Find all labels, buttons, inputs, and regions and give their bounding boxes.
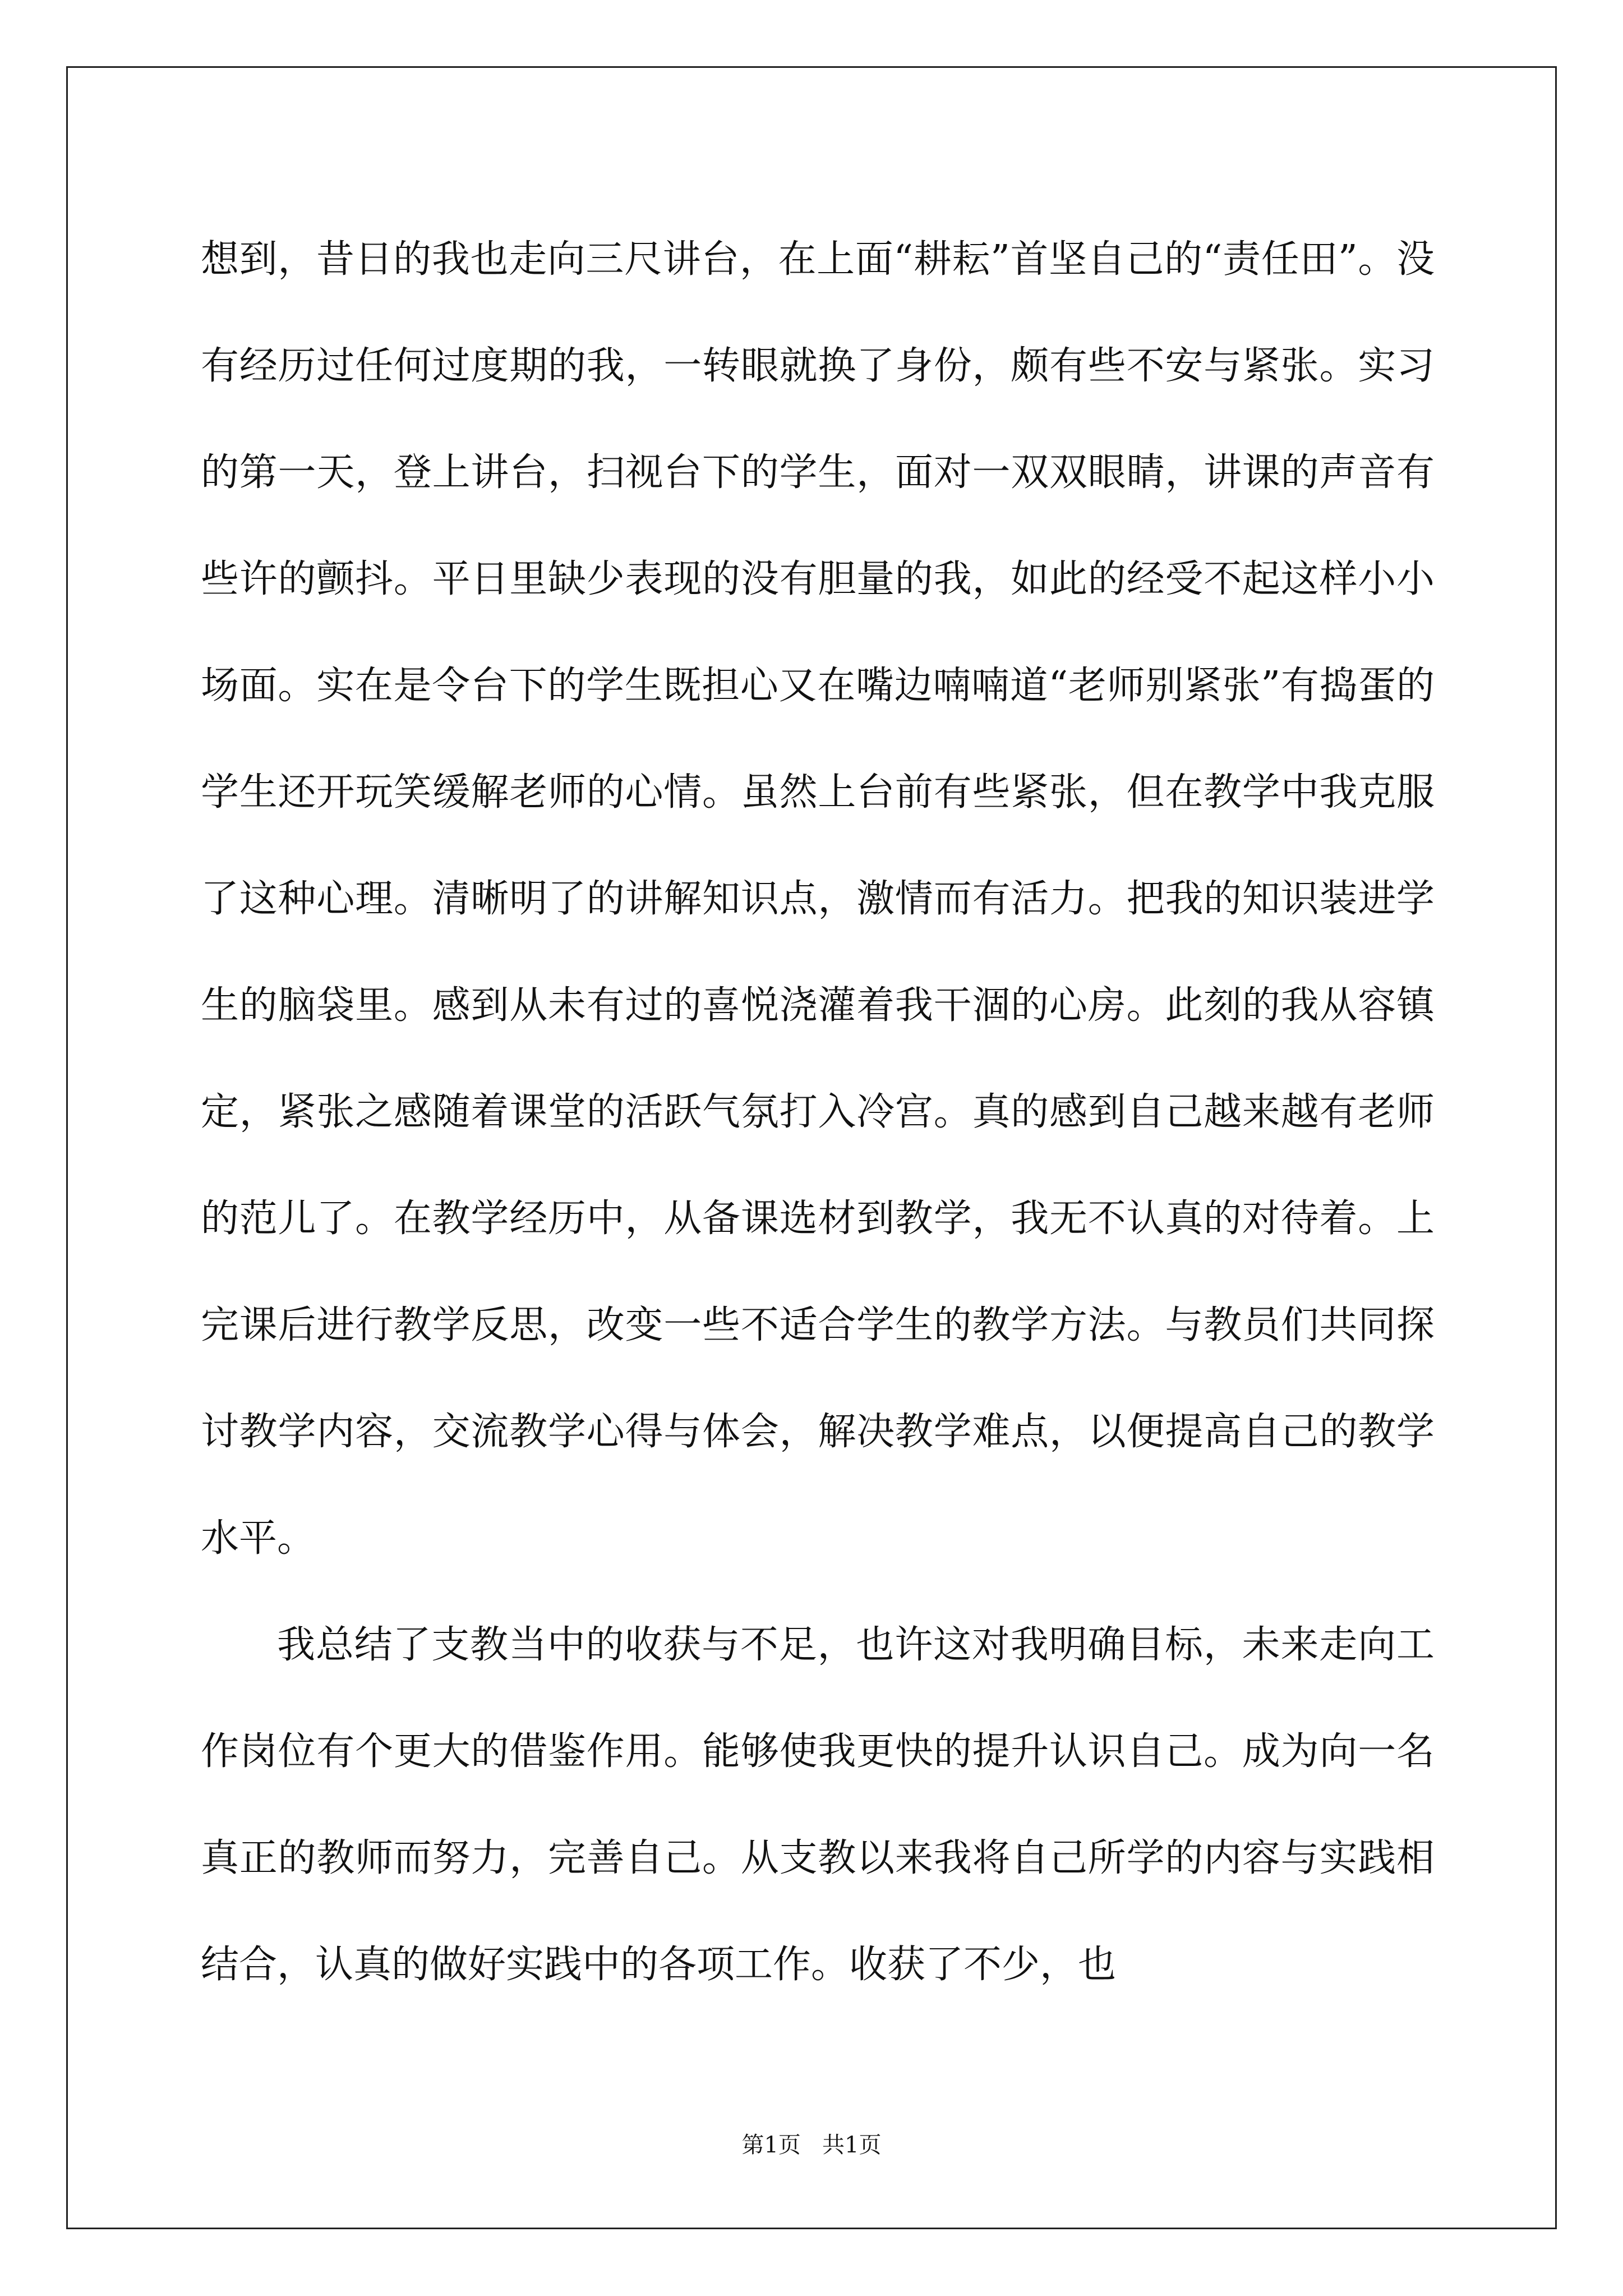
- paragraph-2: 我总结了支教当中的收获与不足，也许这对我明确目标，未来走向工作岗位有个更大的借鉴作用。能够使我更快的提升认识自己。成为向一名真正的教师而努力，完善自己。从支教以来我将自己所学的内容与实践相结合，认真的做好实践中的各项工作。收获了不少，也: [201, 1623, 1435, 1987]
- paragraph-1: 想到，昔日的我也走向三尺讲台，在上面“耕耘”首坚自己的“责任田”。没有经历过任何过度期的我，一转眼就换了身份，颇有些不安与紧张。实习的第一天，登上讲台，扫视台下的学生，面对一双双眼睛，讲课的声音有些许的颤抖。平日里缺少表现的没有胆量的我，如此的经受不起这样小小场面。实在是令台下的学生既担心又在嘴边喃喃道“老师别紧张”有捣蛋的学生还开玩笑缓解老师的心情。虽然上台前有些紧张，但在教学中我克服了这种心理。清晰明了的讲解知识点，激情而有活力。把我的知识装进学生的脑袋里。感到从未有过的喜悦浇灌着我干涸的心房。此刻的我从容镇定，紧张之感随着课堂的活跃气氛打入冷宫。真的感到自己越来越有老师的范儿了。在教学经历中，从备课选材到教学，我无不认真的对待着。上完课后进行教学反思，改变一些不适合学生的教学方法。与教员们共同探讨教学内容，交流教学心得与体会，解决教学难点，以便提高自己的教学水平。: [201, 237, 1435, 1561]
- document-body: [201, 206, 1435, 2018]
- page-number-footer: 第1页 共1页: [741, 2132, 882, 2158]
